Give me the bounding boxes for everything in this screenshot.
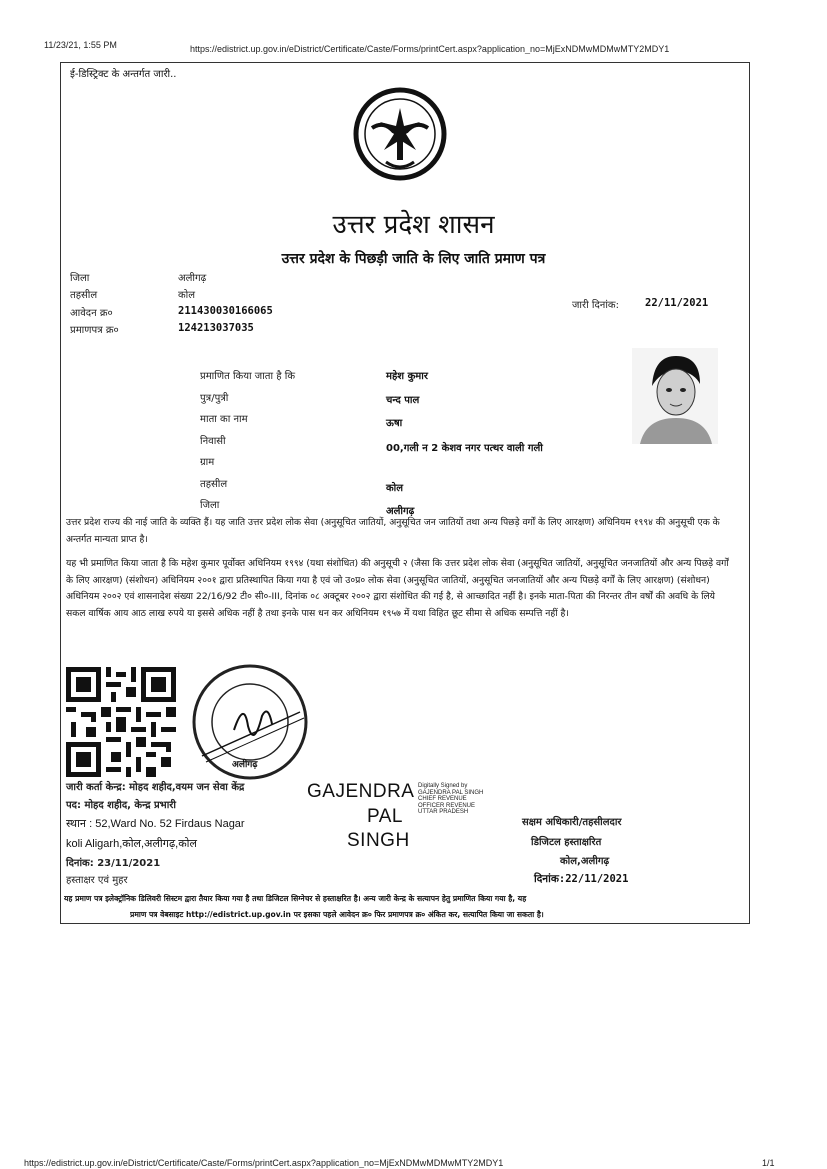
authority-sign: डिजिटल हस्ताक्षरित <box>531 837 602 848</box>
issue-date: 22/11/2021 <box>645 297 709 309</box>
print-url[interactable]: https://edistrict.up.gov.in/eDistrict/Certificate/Caste/Forms/printCert.aspx?application_no=MjExNDMwMDMwMTY2MDY1 <box>190 44 670 54</box>
print-page-number: 1/1 <box>762 1158 775 1168</box>
signer-name-line-1: GAJENDRA <box>307 781 415 802</box>
paragraph-creamy-layer: यह भी प्रमाणित किया जाता है कि महेश कुमार पूर्वोक्त अधिनियम १९९४ (यथा संशोधित) की अनुसूची २ (जैसा कि उत्तर प्रदेश लोक सेवा (अनुसूचित जातियों, अनुसूचित जनजातियों और अन्य पिछड़े वर्गों के लिए आरक्षण) (संशोधन) अधिनियम २००१ द्वारा प्रतिस्थापित किया गया है एवं जो उ०प्र० लोक सेवा (अनुसूचित जातियों, अनुसूचित जनजातियों और अन्य पिछड़े वर्गों के लिए आरक्षण) (संशोधन) अधिनियम २००२ एवं शासनादेश संख्या 22/16/92 टी० सी०-III, दिनांक ०८ अक्टूबर २००२ द्वारा संशोधित की गई है, से आच्छादित नहीं है। इनके माता-पिता की निरन्तर तीन वर्षों की अवधि के लिये सकल वार्षिक आय आठ लाख रुपये या इससे अधिक नहीं है तथा इनके पास धन कर अधिनियम १९५७ में यथा विहित छूट सीमा से अधिक सम्पत्ति नहीं है। <box>66 558 729 619</box>
center-date: दिनांक: 23/11/2021 <box>66 858 161 869</box>
detail-label-son-of: पुत्र/पुत्री <box>200 393 229 404</box>
signer-name-line-3: SINGH <box>347 830 410 851</box>
detail-value-name: महेश कुमार <box>386 371 428 382</box>
detail-label-resident: निवासी <box>200 436 226 447</box>
detail-value-mother: ऊषा <box>386 418 403 429</box>
detail-value-district: अलीगढ़ <box>386 506 415 517</box>
meta-value-application-no: 211430030166065 <box>178 305 273 317</box>
meta-value-certificate-no: 124213037035 <box>178 322 254 334</box>
footer-note-line-1: यह प्रमाण पत्र इलेक्ट्रॉनिक डिलिवरी सिस्टम द्वारा तैयार किया गया है तथा डिजिटल सिग्नेचर से हस्ताक्षरित है। अन्य जारी केन्द्र के सत्यापन हेतु प्रमाणित किया गया है, यह <box>64 894 527 903</box>
issuing-center: जारी कर्ता केन्द्र: मोहद शहीद,वयम जन सेवा केंद्र <box>66 782 245 793</box>
detail-label-certified: प्रमाणित किया जाता है कि <box>200 371 296 382</box>
top-note: ई-डिस्ट्रिक्ट के अन्तर्गत जारी.. <box>70 69 177 80</box>
authority-title: सक्षम अधिकारी/तहसीलदार <box>522 817 622 828</box>
signer-name-line-2: PAL <box>367 806 404 827</box>
authority-place: कोल,अलीगढ़ <box>560 856 610 867</box>
meta-label-certificate-no: प्रमाणपत्र क्र० <box>70 325 119 336</box>
detail-value-tehsil: कोल <box>386 483 404 494</box>
place-line-1: स्थान : 52,Ward No. 52 Firdaus Nagar <box>66 818 245 830</box>
seal-text: अलीगढ़ <box>232 760 258 770</box>
print-datetime: 11/23/21, 1:55 PM <box>44 40 117 50</box>
paragraph-caste: उत्तर प्रदेश राज्य की नाई जाति के व्यक्ति हैं। यह जाति उत्तर प्रदेश लोक सेवा (अनुसूचित जातियों, अनुसूचित जन जातियों तथा अन्य पिछड़े वर्गों के लिए आरक्षण) अधिनियम १९९४ की अनुसूची एक के अन्तर्गत मान्यता प्राप्त है। <box>66 517 720 545</box>
meta-label-application-no: आवेदन क्र० <box>70 308 113 319</box>
detail-label-mother: माता का नाम <box>200 414 248 425</box>
place-line-2: koli Aligarh,कोल,अलीगढ़,कोल <box>66 838 197 850</box>
meta-label-tehsil: तहसील <box>70 290 98 301</box>
meta-value-district: अलीगढ़ <box>178 273 207 284</box>
certificate-subtitle: उत्तर प्रदेश के पिछड़ी जाति के लिए जाति प्रमाण पत्र <box>281 251 546 267</box>
authority-date: दिनांक:22/11/2021 <box>534 873 629 885</box>
detail-label-village: ग्राम <box>200 457 215 468</box>
digital-signature-details: Digitally Signed by GAJENDRA PAL SINGH CHIEF REVENUE OFFICER REVENUE UTTAR PRADESH <box>418 783 484 815</box>
detail-label-tehsil: तहसील <box>200 479 228 490</box>
verifier-label: हस्ताक्षर एवं मुहर <box>66 875 128 886</box>
applicant-photo <box>632 348 718 444</box>
footer-note-line-2: प्रमाण पत्र वेबसाइट http://edistrict.up.gov.in पर इसका पहले आवेदन क्र० फिर प्रमाणपत्र क्र० अंकित कर, सत्यापित किया जा सकता है। <box>130 910 544 919</box>
detail-label-district: जिला <box>200 500 220 511</box>
certificate-title: उत्तर प्रदेश शासन <box>332 210 495 240</box>
qr-code <box>66 667 176 777</box>
designation: पद: मोहद शहीद, केन्द्र प्रभारी <box>66 800 176 811</box>
detail-value-father: चन्द पाल <box>386 395 420 406</box>
issue-date-label: जारी दिनांक: <box>572 300 619 311</box>
print-footer-url[interactable]: https://edistrict.up.gov.in/eDistrict/Certificate/Caste/Forms/printCert.aspx?application_no=MjExNDMwMDMwMTY2MDY1 <box>24 1158 504 1168</box>
detail-value-address: 00,गली न 2 केशव नगर पत्थर वाली गली <box>386 443 543 454</box>
up-emblem-icon <box>350 82 450 182</box>
meta-value-tehsil: कोल <box>178 290 196 301</box>
meta-label-district: जिला <box>70 273 90 284</box>
